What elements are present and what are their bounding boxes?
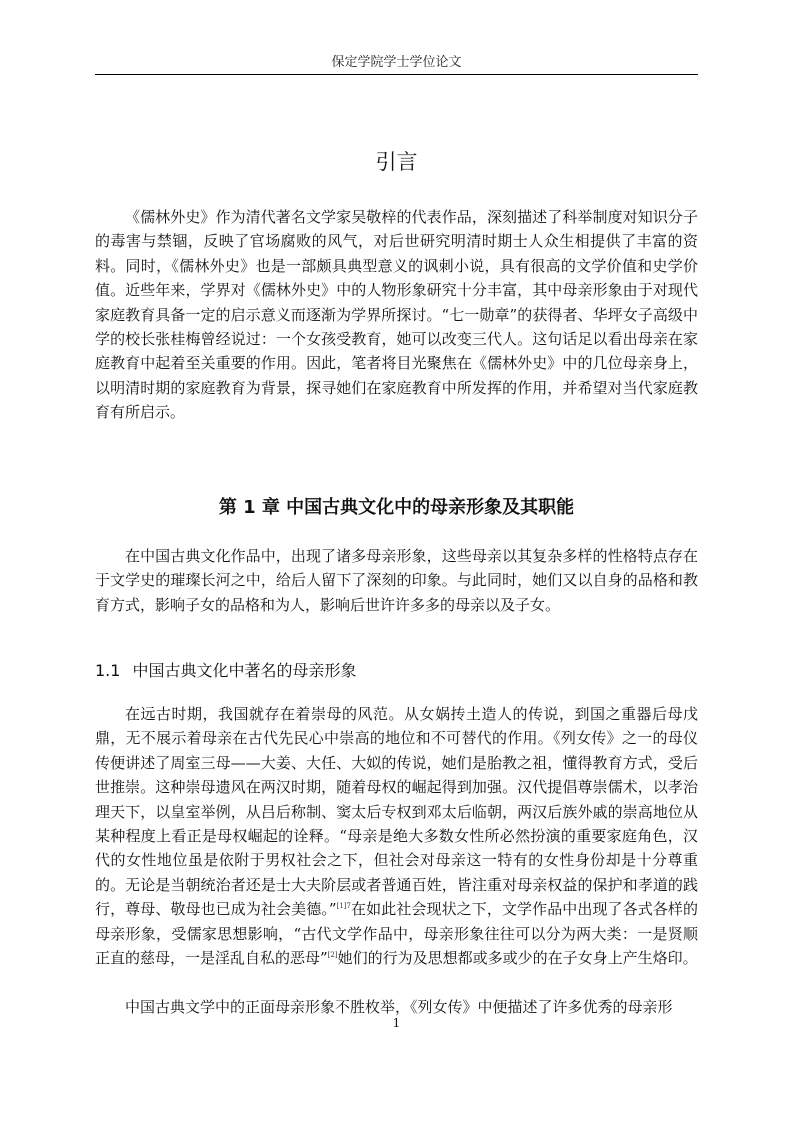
chapter-paragraph: 在中国古典文化作品中，出现了诸多母亲形象，这些母亲以其复杂多样的性格特点存在于文学史的璀璨长河之中，给后人留下了深刻的印象。与此同时，她们又以自身的品格和教育方式，影响子女的品格和为人，影响后世许许多多的母亲以及子女。 (95, 547, 698, 614)
section-paragraph-part2: 在如此社会现状之下，文学作品中出现了各式各样的母亲形象，受儒家思想影响，“古代文学作品中，母亲形象往往可以分为两大类：一是贤顺正直的慈母，一是淫乱自私的恶母” (95, 900, 698, 968)
chapter-heading: 第 1 章 中国古典文化中的母亲形象及其职能 (218, 497, 575, 518)
page-number: 1 (392, 1016, 401, 1030)
section-paragraph (95, 702, 698, 970)
next-paragraph: 中国古典文学中的正面母亲形象不胜枚举，《列女传》中便描述了许多优秀的母亲形 (125, 998, 673, 1016)
section-title: 中国古典文化中著名的母亲形象 (132, 661, 357, 680)
intro-heading: 引言 (375, 150, 418, 174)
intro-paragraph: 《儒林外史》作为清代著名文学家吴敬梓的代表作品，深刻描述了科举制度对知识分子的毒害与禁锢，反映了官场腐败的风气，对后世研究明清时期士人众生相提供了丰富的资料。同时，《儒林外史》也是一部颇具典型意义的讽刺小说，具有很高的文学价值和史学价值。近些年来，学界对《儒林外史》中的人物形象研究十分丰富，其中母亲形象由于对现代家庭教育具备一定的启示意义而逐渐为学界所探讨。“七一勋章”的获得者、华坪女子高级中学的校长张桂梅曾经说过：一个女孩受教育，她可以改变三代人。这句话足以看出母亲在家庭教育中起着至关重要的作用。因此，笔者将目光聚焦在《儒林外史》中的几位母亲身上，以明清时期的家庭教育为背景，探寻她们在家庭教育中所发挥的作用，并希望对当代家庭教育有所启示。 (95, 208, 698, 422)
section-number: 1.1 (95, 661, 121, 680)
running-header: 保定学院学士学位论文 (331, 55, 462, 70)
header-divider (95, 74, 698, 75)
citation-2: [2] (327, 951, 338, 960)
citation-1: [1]7 (336, 902, 351, 911)
section-heading (95, 660, 356, 682)
section-paragraph-part1: 在远古时期，我国就存在着崇母的风范。从女娲抟土造人的传说，到国之重器后母戊鼎，无不展示着母亲在古代先民心中崇高的地位和不可替代的作用。《列女传》之一的母仪传便讲述了周室三母——大姜、大任、大姒的传说，她们是胎教之祖，懂得教育方式，受后世推崇。这种崇母遗风在两汉时期，随着母权的崛起得到加强。汉代提倡尊崇儒术，以孝治理天下，以皇室举例，从吕后称制、窦太后专权到邓太后临朝，两汉后族外戚的崇高地位从某种程度上看正是母权崛起的诠释。“母亲是绝大多数女性所必然扮演的重要家庭角色，汉代的女性地位虽是依附于男权社会之下，但社会对母亲这一特有的女性身份却是十分尊重的。无论是当朝统治者还是士大夫阶层或者普通百姓，皆注重对母亲权益的保护和孝道的践行，尊母、敬母也已成为社会美德。” (95, 705, 698, 919)
section-paragraph-part3: 她们的行为及思想都或多或少的在子女身上产生烙印。 (337, 949, 698, 968)
